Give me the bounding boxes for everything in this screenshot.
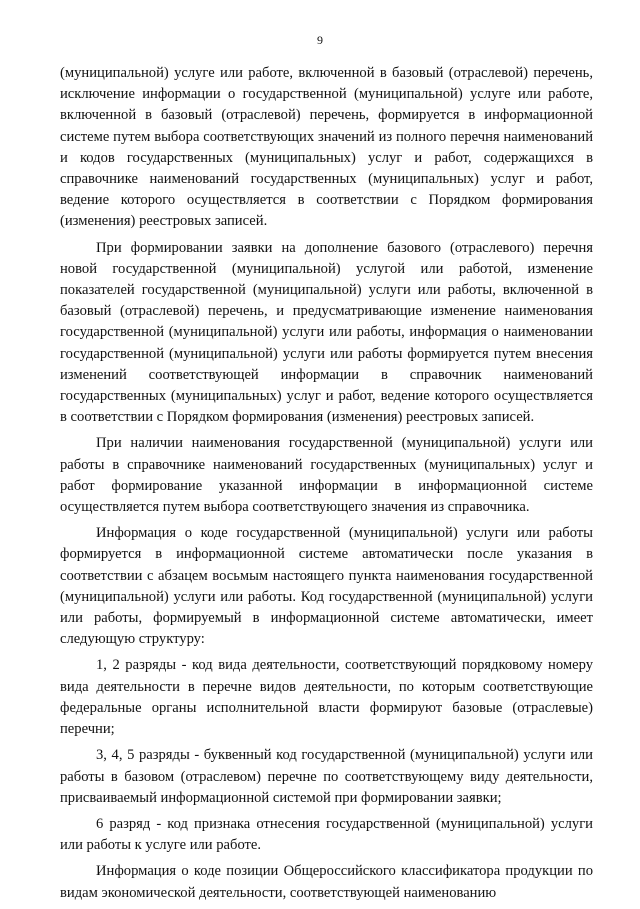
paragraph-8: Информация о коде позиции Общероссийского классификатора продукции по видам экономической деятельности, соответствующей наименованию <box>60 863 593 901</box>
document-body <box>60 63 593 909</box>
paragraph-4: Информация о коде государственной (муниципальной) услуги или работы формируется в информационной системе автоматически после указания в соответствии с абзацем восьмым настоящего пункта наименования государственной (муниципальной) услуги или работы. Код государственной (муниципальной) услуги или работы, формируемый в информационной системе автоматически, имеет следующую структуру: <box>60 525 593 648</box>
paragraph-7: 6 разряд - код признака отнесения государственной (муниципальной) услуги или работы к услуге или работе. <box>60 815 593 854</box>
paragraph-2: При формировании заявки на дополнение базового (отраслевого) перечня новой государственной (муниципальной) услугой или работой, изменение показателей государственной (муниципальной) услуги или работы, включенной в базовый (отраслевой) перечень, и предусматривающие изменение наименования государственной (муниципальной) услуги или работы, информация о наименовании государственной (муниципальной) услуги или работы формируется путем внесения изменений соответствующей информации в справочник наименований государственных (муниципальных) услуг и работ, ведение которого осуществляется в соответствии с Порядком формирования (изменения) реестровых записей. <box>60 239 593 426</box>
paragraph-1: (муниципальной) услуге или работе, включенной в базовый (отраслевой) перечень, исключение информации о государственной (муниципальной) услуге или работе, включенной в базовый (отраслевой) перечень, формируется в информационной системе путем выбора соответствующих значений из полного перечня наименований и кодов государственных (муниципальных) услуг и работ, содержащихся в справочнике наименований государственных (муниципальных) услуг и работ, ведение которого осуществляется в соответствии с Порядком формирования (изменения) реестровых записей. <box>60 65 593 230</box>
paragraph-3: При наличии наименования государственной (муниципальной) услуги или работы в справочнике наименований государственных (муниципальных) услуг и работ формирование указанной информации в информационной системе осуществляется путем выбора соответствующего значения из справочника. <box>60 435 593 516</box>
page-number: 9 <box>317 33 323 47</box>
paragraph-5: 1, 2 разряды - код вида деятельности, соответствующий порядковому номеру вида деятельности в перечне видов деятельности, по которым соответствующие федеральные органы исполнительной власти формируют базовые (отраслевые) перечни; <box>60 657 593 738</box>
paragraph-6: 3, 4, 5 разряды - буквенный код государственной (муниципальной) услуги или работы в базовом (отраслевом) перечне по соответствующему виду деятельности, присваиваемый информационной системой при формировании заявки; <box>60 747 593 806</box>
